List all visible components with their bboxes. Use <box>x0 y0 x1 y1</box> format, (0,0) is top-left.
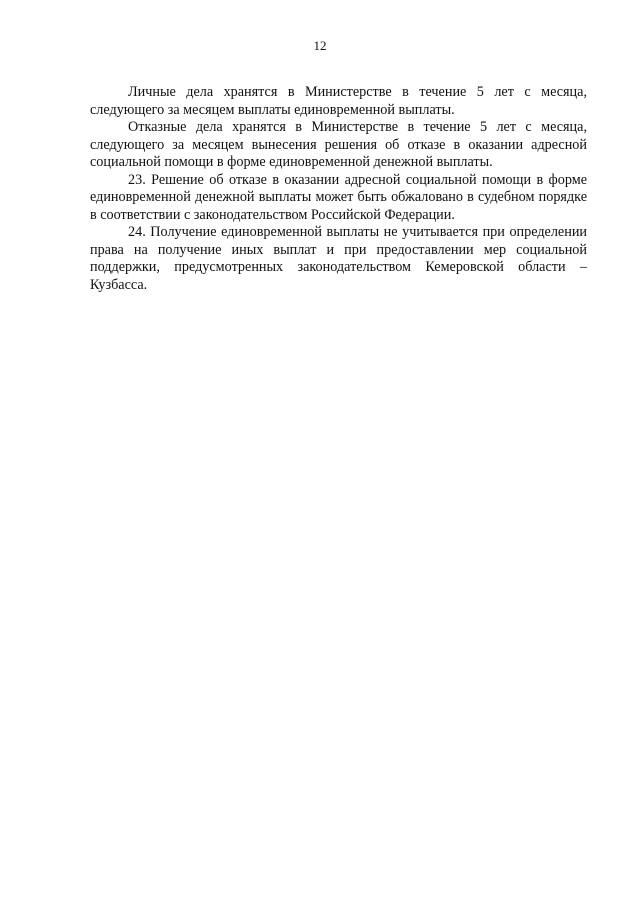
paragraph-24-other-payments: 24. Получение единовременной выплаты не учитывается при определении права на получение иных выплат и при предоставлении мер социальной поддержки, предусмотренных законодательством Кемеровской области – Кузбасса. <box>90 224 587 293</box>
document-body <box>90 84 587 294</box>
paragraph-23-appeal: 23. Решение об отказе в оказании адресной социальной помощи в форме единовременной денежной выплаты может быть обжаловано в судебном порядке в соответствии с законодательством Российской Федерации. <box>90 171 587 223</box>
page-number: 12 <box>313 38 327 53</box>
paragraph-personal-files: Личные дела хранятся в Министерстве в течение 5 лет с месяца, следующего за месяцем выплаты единовременной выплаты. <box>90 84 587 118</box>
paragraph-refusal-files: Отказные дела хранятся в Министерстве в течение 5 лет с месяца, следующего за месяцем вынесения решения об отказе в оказании адресной социальной помощи в форме единовременной денежной выплаты. <box>90 119 587 170</box>
